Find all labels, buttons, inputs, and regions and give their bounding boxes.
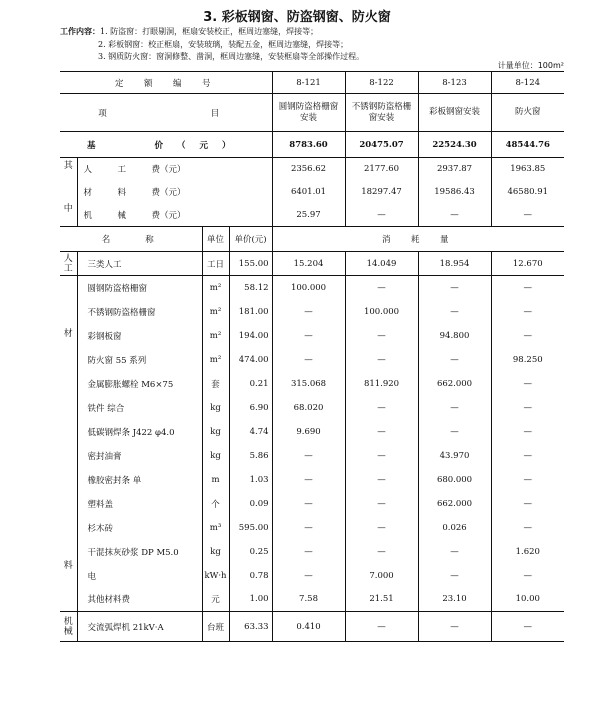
consumption-value: 811.920 xyxy=(345,372,418,396)
consumption-value: 18.954 xyxy=(418,252,491,276)
material-price: 0.25 xyxy=(229,540,272,564)
material-name: 彩钢板窗 xyxy=(77,324,202,348)
material-unit: m³ xyxy=(202,516,229,540)
breakdown-side-bottom: 中 xyxy=(63,204,73,214)
material-name: 三类人工 xyxy=(77,252,202,276)
consumption-row xyxy=(60,516,564,540)
category-label: 人工 xyxy=(60,252,77,276)
consumption-value: 10.00 xyxy=(491,588,564,612)
consumption-value: 14.049 xyxy=(345,252,418,276)
consumption-header-row xyxy=(60,227,564,252)
consumption-value: — xyxy=(523,522,533,533)
category-label xyxy=(60,276,77,612)
breakdown-side-top: 其 xyxy=(63,161,73,171)
material-price: 58.12 xyxy=(229,276,272,300)
material-unit: 个 xyxy=(202,492,229,516)
breakdown-value: 18297.47 xyxy=(345,181,418,204)
material-price: 0.21 xyxy=(229,372,272,396)
consumption-value: 15.204 xyxy=(272,252,345,276)
consumption-row xyxy=(60,396,564,420)
base-price-value: 8783.60 xyxy=(272,132,345,158)
consumption-value: — xyxy=(345,396,418,420)
quota-name: 圆钢防盗格栅窗安装 xyxy=(272,94,345,132)
base-price-label: 基 价（元） xyxy=(60,132,272,158)
material-name: 圆钢防盗格栅窗 xyxy=(77,276,202,300)
breakdown-label: 人 工 费（元） xyxy=(77,158,272,181)
breakdown-value: 1963.85 xyxy=(510,164,546,175)
consumption-row xyxy=(60,612,564,642)
consumption-value: 662.000 xyxy=(418,372,491,396)
material-name: 铁件 综合 xyxy=(77,396,202,420)
consumption-value: — xyxy=(491,612,564,642)
consumption-value: — xyxy=(418,300,491,324)
consumption-value: — xyxy=(523,282,533,293)
consumption-value: — xyxy=(272,324,345,348)
consumption-row xyxy=(60,420,564,444)
material-unit: kg xyxy=(202,420,229,444)
consumption-value: — xyxy=(345,420,418,444)
quota-table xyxy=(60,71,564,642)
quota-code: 8-123 xyxy=(418,72,491,94)
breakdown-value: — xyxy=(345,204,418,227)
material-price: 0.78 xyxy=(229,564,272,588)
consumption-row xyxy=(60,348,564,372)
work-content-item: 1. 防盗窗：打眼剔洞，框扇安装校正，框周边塞缝，焊接等； xyxy=(100,27,319,36)
material-unit: kg xyxy=(202,540,229,564)
consumption-value: — xyxy=(345,516,418,540)
consumption-value: 7.000 xyxy=(345,564,418,588)
material-price: 0.09 xyxy=(229,492,272,516)
breakdown-row xyxy=(60,181,564,204)
header-code-row xyxy=(60,72,564,94)
base-price-value: 22524.30 xyxy=(418,132,491,158)
material-unit: 工日 xyxy=(202,252,229,276)
consumption-value: — xyxy=(523,498,533,509)
consumption-value: — xyxy=(418,396,491,420)
breakdown-value: 46580.91 xyxy=(507,187,549,197)
breakdown-value: — xyxy=(491,204,564,227)
consumption-row xyxy=(60,588,564,612)
material-unit: 元 xyxy=(202,588,229,612)
consumption-value: 680.000 xyxy=(418,468,491,492)
consumption-value: — xyxy=(418,612,491,642)
breakdown-value: 6401.01 xyxy=(272,181,345,204)
consumption-value: — xyxy=(418,540,491,564)
consumption-row xyxy=(60,468,564,492)
material-unit: 台班 xyxy=(202,612,229,642)
consumption-value: 100.000 xyxy=(345,300,418,324)
material-name: 低碳钢焊条 J422 φ4.0 xyxy=(77,420,202,444)
material-price: 181.00 xyxy=(229,300,272,324)
material-name: 金属膨胀螺栓 M6×75 xyxy=(77,372,202,396)
work-content-item: 3. 钢质防火窗：窗洞修整、凿洞，框周边塞缝，安装框扇等全部操作过程。 xyxy=(98,52,365,61)
material-price: 5.86 xyxy=(229,444,272,468)
material-unit: m² xyxy=(202,348,229,372)
consumption-value: 1.620 xyxy=(515,546,540,557)
consumption-value: — xyxy=(272,468,345,492)
material-name: 交流弧焊机 21kV·A xyxy=(77,612,202,642)
consumption-value: — xyxy=(272,348,345,372)
consumption-row xyxy=(60,492,564,516)
quota-name: 彩板钢窗安装 xyxy=(418,94,491,132)
quota-name: 不锈钢防盗格栅窗安装 xyxy=(345,94,418,132)
consumption-value: — xyxy=(345,348,418,372)
breakdown-value: 2177.60 xyxy=(345,158,418,181)
material-name: 杉木砖 xyxy=(77,516,202,540)
material-price: 1.03 xyxy=(229,468,272,492)
consumption-row xyxy=(60,372,564,396)
consumption-value: 9.690 xyxy=(272,420,345,444)
measure-unit: 计量单位：100m² xyxy=(497,61,564,70)
material-unit: m xyxy=(202,468,229,492)
category-bottom: 料 xyxy=(63,561,73,571)
quota-name: 防火窗 xyxy=(491,94,564,132)
consumption-value: — xyxy=(418,276,491,300)
consumption-value: — xyxy=(345,492,418,516)
work-content-item: 2. 彩板钢窗：校正框扇，安装玻璃，装配五金，框周边塞缝，焊接等； xyxy=(98,39,349,49)
work-content-label: 工作内容： xyxy=(60,27,100,36)
base-price-value: 20475.07 xyxy=(345,132,418,158)
consumption-row xyxy=(60,276,564,300)
material-name: 干混抹灰砂浆 DP M5.0 xyxy=(77,540,202,564)
material-unit: m² xyxy=(202,276,229,300)
consumption-value: 662.000 xyxy=(418,492,491,516)
consumption-row xyxy=(60,324,564,348)
breakdown-row xyxy=(60,158,564,181)
material-price: 6.90 xyxy=(229,396,272,420)
consumption-header: 消 耗 量 xyxy=(272,227,564,252)
consumption-value: — xyxy=(272,300,345,324)
header-item-row xyxy=(60,94,564,132)
consumption-value: 68.020 xyxy=(272,396,345,420)
material-name: 不锈钢防盗格栅窗 xyxy=(77,300,202,324)
consumption-value: 21.51 xyxy=(345,588,418,612)
consumption-value: — xyxy=(272,564,345,588)
material-price: 155.00 xyxy=(229,252,272,276)
consumption-value: — xyxy=(345,324,418,348)
base-price-value: 48544.76 xyxy=(491,132,564,158)
material-unit: 套 xyxy=(202,372,229,396)
consumption-value: 0.026 xyxy=(418,516,491,540)
consumption-value: — xyxy=(523,426,533,437)
breakdown-value: — xyxy=(418,204,491,227)
category-label: 机械 xyxy=(60,612,77,642)
quota-code: 8-124 xyxy=(491,72,564,94)
breakdown-value: 19586.43 xyxy=(418,181,491,204)
consumption-value: — xyxy=(345,468,418,492)
material-name: 其他材料费 xyxy=(77,588,202,612)
quota-code: 8-122 xyxy=(345,72,418,94)
consumption-value: — xyxy=(523,306,533,317)
consumption-value: — xyxy=(418,564,491,588)
breakdown-value: 2356.62 xyxy=(272,158,345,181)
material-price: 4.74 xyxy=(229,420,272,444)
material-unit: kW·h xyxy=(202,564,229,588)
material-unit: kg xyxy=(202,444,229,468)
breakdown-side-label xyxy=(60,158,77,227)
consumption-value: — xyxy=(272,444,345,468)
consumption-value: 23.10 xyxy=(418,588,491,612)
material-price: 194.00 xyxy=(229,324,272,348)
consumption-value: — xyxy=(345,612,418,642)
material-price: 474.00 xyxy=(229,348,272,372)
material-price: 595.00 xyxy=(229,516,272,540)
consumption-value: 43.970 xyxy=(418,444,491,468)
consumption-row xyxy=(60,444,564,468)
material-unit: m² xyxy=(202,300,229,324)
consumption-value: — xyxy=(418,348,491,372)
consumption-name-header: 名 称 xyxy=(60,227,202,252)
material-name: 电 xyxy=(77,564,202,588)
consumption-value: — xyxy=(345,540,418,564)
breakdown-row xyxy=(60,204,564,227)
category-top: 材 xyxy=(63,329,73,339)
consumption-value: — xyxy=(523,378,533,389)
material-unit: kg xyxy=(202,396,229,420)
consumption-value: 94.800 xyxy=(418,324,491,348)
material-name: 密封油膏 xyxy=(77,444,202,468)
consumption-value: 315.068 xyxy=(272,372,345,396)
consumption-row xyxy=(60,564,564,588)
material-unit: m² xyxy=(202,324,229,348)
quota-code: 8-121 xyxy=(272,72,345,94)
material-name: 橡胶密封条 单 xyxy=(77,468,202,492)
consumption-value: — xyxy=(523,450,533,461)
breakdown-label: 机 械 费（元） xyxy=(77,204,272,227)
consumption-unit-header: 单位 xyxy=(202,227,229,252)
consumption-value: — xyxy=(523,402,533,413)
consumption-row xyxy=(60,300,564,324)
consumption-row xyxy=(60,540,564,564)
consumption-value: — xyxy=(345,276,418,300)
consumption-value: — xyxy=(418,420,491,444)
work-content xyxy=(60,26,560,64)
breakdown-value: 2937.87 xyxy=(418,158,491,181)
material-price: 63.33 xyxy=(229,612,272,642)
base-price-row xyxy=(60,132,564,158)
material-name: 塑料盖 xyxy=(77,492,202,516)
consumption-value: — xyxy=(272,492,345,516)
page-title: 3. 彩板钢窗、防盗钢窗、防火窗 xyxy=(203,10,391,25)
header-code-label: 定 额 编 号 xyxy=(60,72,272,94)
consumption-value: — xyxy=(523,570,533,581)
consumption-value: 98.250 xyxy=(512,354,543,365)
consumption-value: — xyxy=(272,516,345,540)
consumption-value: — xyxy=(272,540,345,564)
consumption-value: — xyxy=(523,474,533,485)
material-name: 防火窗 55 系列 xyxy=(77,348,202,372)
consumption-value: 0.410 xyxy=(272,612,345,642)
breakdown-label: 材 料 费（元） xyxy=(77,181,272,204)
material-price: 1.00 xyxy=(229,588,272,612)
breakdown-value: 25.97 xyxy=(272,204,345,227)
consumption-price-header: 单价(元) xyxy=(229,227,272,252)
consumption-value: 7.58 xyxy=(272,588,345,612)
consumption-row xyxy=(60,252,564,276)
consumption-value: 100.000 xyxy=(272,276,345,300)
consumption-value: 12.670 xyxy=(491,252,564,276)
consumption-value: — xyxy=(523,330,533,341)
consumption-value: — xyxy=(345,444,418,468)
header-item-label: 项 目 xyxy=(60,94,272,132)
